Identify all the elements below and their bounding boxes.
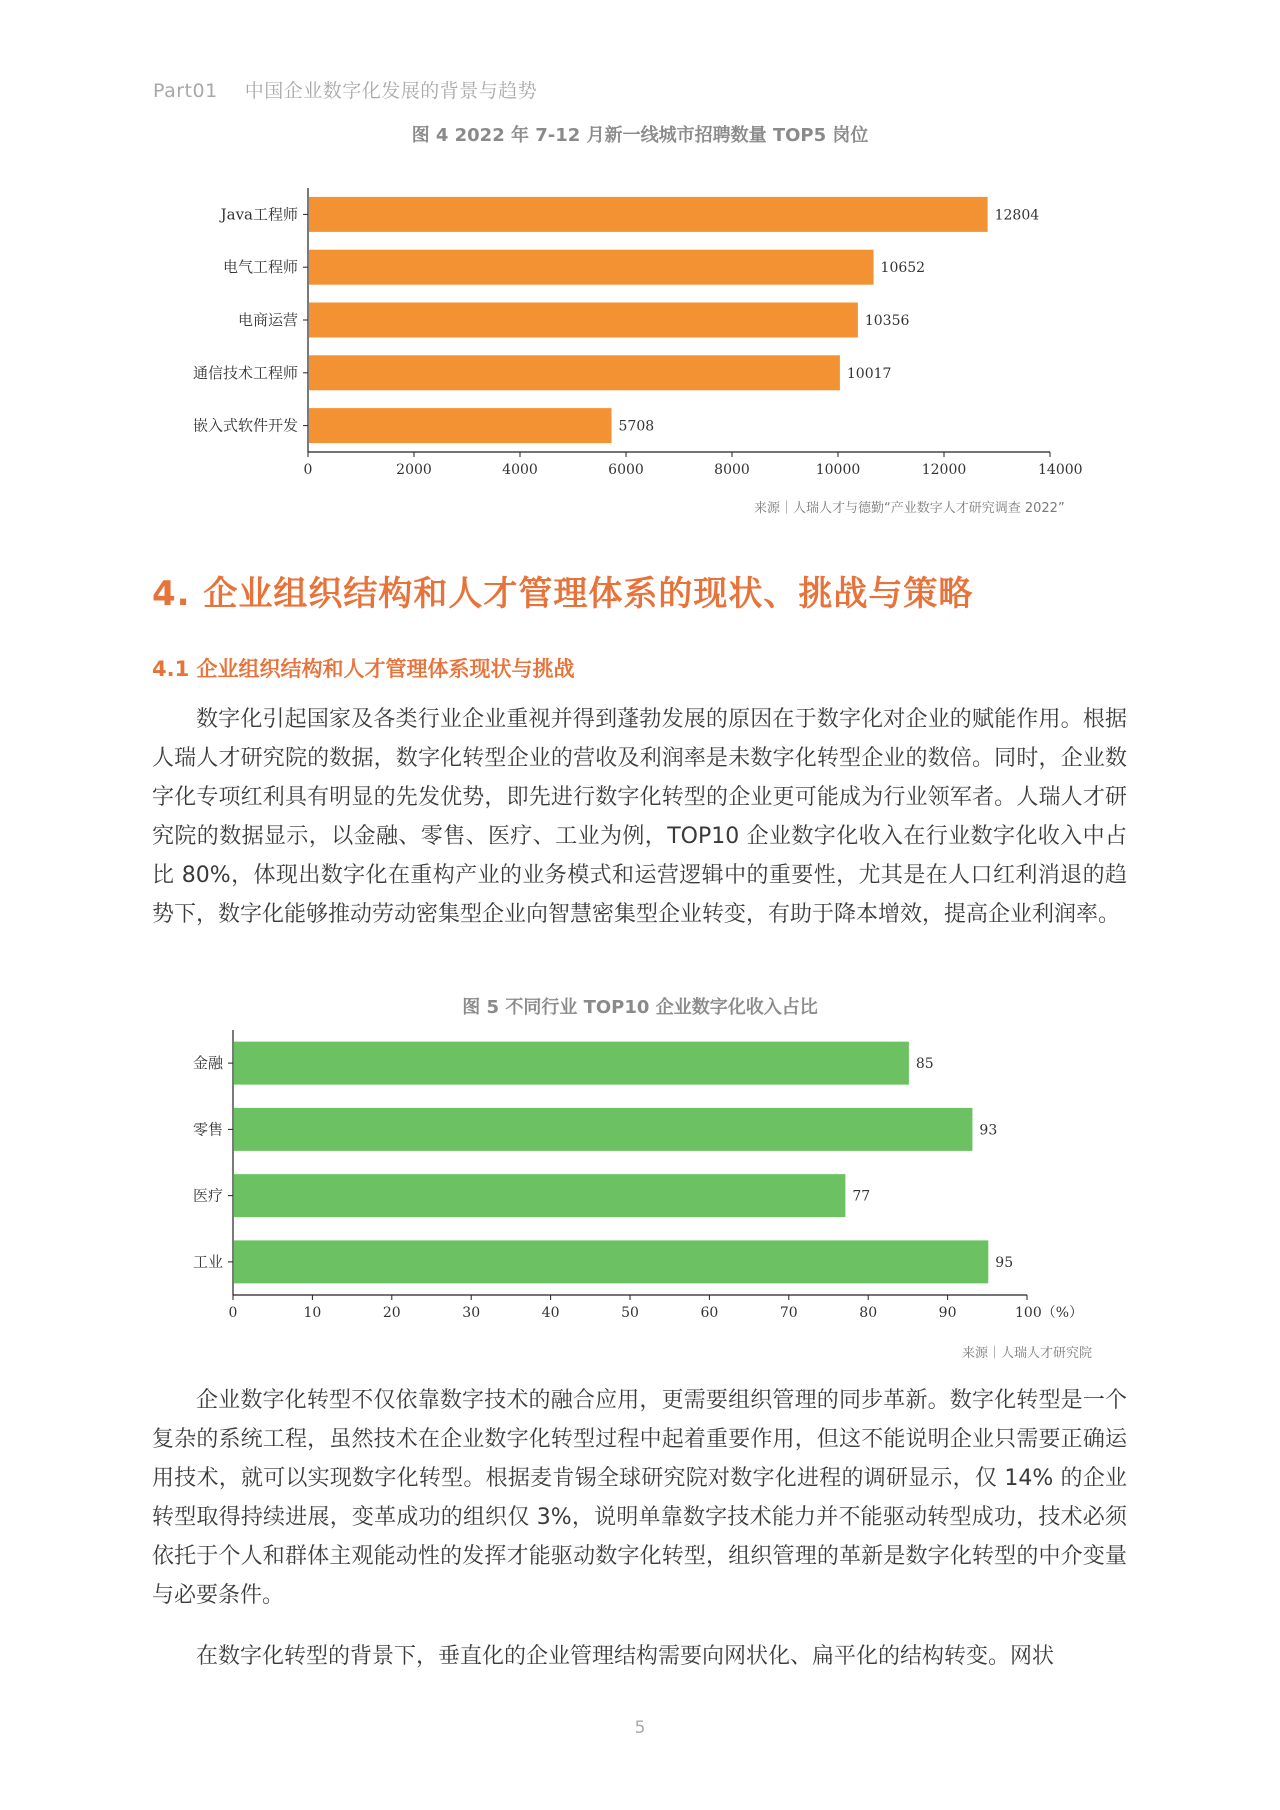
category-label: 医疗 <box>192 1186 223 1205</box>
category-label: 零售 <box>192 1120 223 1139</box>
x-tick-label: 80 <box>859 1305 878 1321</box>
x-tick-label: 4000 <box>502 462 538 478</box>
header-part: Part01 <box>153 80 218 102</box>
running-header <box>153 76 537 103</box>
bar <box>309 408 612 443</box>
body-paragraph-3: 在数字化转型的背景下，垂直化的企业管理结构需要向网状化、扁平化的结构转变。网状 <box>196 1644 1055 1669</box>
category-label: 电气工程师 <box>222 258 298 277</box>
x-tick-label: 10000 <box>815 462 861 478</box>
bar <box>234 1174 845 1217</box>
category-label: 通信技术工程师 <box>192 363 298 382</box>
figure4-source: 来源｜人瑞人才与德勤“产业数字人才研究调查 2022” <box>754 501 1065 516</box>
category-label: 工业 <box>192 1252 223 1271</box>
figure5-source: 来源｜人瑞人才研究院 <box>962 1346 1093 1361</box>
value-label: 5708 <box>618 418 655 435</box>
category-label: 嵌入式软件开发 <box>192 416 298 435</box>
header-section: 中国企业数字化发展的背景与趋势 <box>244 80 538 102</box>
value-label: 12804 <box>994 207 1040 224</box>
category-label: Java工程师 <box>220 205 298 224</box>
value-label: 85 <box>915 1056 934 1073</box>
figure5-bar-chart <box>0 1020 1280 1340</box>
bar <box>309 197 988 232</box>
value-label: 10356 <box>864 313 910 329</box>
x-tick-label: 40 <box>541 1305 560 1321</box>
x-tick-label: 2000 <box>396 462 432 478</box>
x-tick-label: 70 <box>779 1305 798 1321</box>
value-label: 95 <box>995 1254 1014 1271</box>
value-label: 77 <box>852 1188 871 1205</box>
value-label: 93 <box>979 1122 998 1139</box>
bar <box>234 1240 988 1283</box>
bar <box>309 355 840 390</box>
x-tick-label: 6000 <box>608 462 644 478</box>
figure5-title: 图 5 不同行业 TOP10 企业数字化收入占比 <box>462 997 818 1018</box>
x-tick-label: 0 <box>303 462 313 478</box>
subsection-heading: 4.1 企业组织结构和人才管理体系现状与挑战 <box>152 657 575 681</box>
x-tick-label: 8000 <box>714 462 750 478</box>
x-tick-label: 14000 <box>1038 462 1083 478</box>
body-paragraph-2: 企业数字化转型不仅依靠数字技术的融合应用，更需要组织管理的同步革新。数字化转型是一个复杂的系统工程，虽然技术在企业数字化转型过程中起着重要作用，但这不能说明企业只需要正确运用技术，就可以实现数字化转型。根据麦肯锡全球研究院对数字化进程的调研显示，仅 14% 的企业转型取得持续进展，变革成功的组织仅 3%，说明单靠数字技术能力并不能驱动转型成功，技术必须依托于个人和群体主观能动性的发挥才能驱动数字化转型，组织管理的革新是数字化转型的中介变量与必要条件。 <box>152 1388 1127 1608</box>
x-tick-label: 30 <box>462 1305 481 1321</box>
figure4-title: 图 4 2022 年 7-12 月新一线城市招聘数量 TOP5 岗位 <box>411 125 869 146</box>
category-label: 电商运营 <box>237 311 298 329</box>
bar <box>309 303 858 338</box>
x-tick-label: 10 <box>303 1305 322 1321</box>
x-tick-label: 90 <box>938 1305 957 1321</box>
x-tick-label: 20 <box>382 1305 401 1321</box>
value-label: 10652 <box>880 260 926 277</box>
x-tick-label: 0 <box>228 1305 238 1321</box>
section-heading: 4. 企业组织结构和人才管理体系的现状、挑战与策略 <box>152 574 974 614</box>
x-tick-label: 50 <box>621 1305 639 1321</box>
category-label: 金融 <box>192 1054 223 1073</box>
x-tick-label: 12000 <box>921 462 967 478</box>
bar <box>234 1042 909 1085</box>
x-tick-label: 100（%） <box>1015 1305 1084 1321</box>
value-label: 10017 <box>846 365 892 382</box>
body-paragraph-1: 数字化引起国家及各类行业企业重视并得到蓬勃发展的原因在于数字化对企业的赋能作用。根据人瑞人才研究院的数据，数字化转型企业的营收及利润率是未数字化转型企业的数倍。同时，企业数字化专项红利具有明显的先发优势，即先进行数字化转型的企业更可能成为行业领军者。人瑞人才研究院的数据显示，以金融、零售、医疗、工业为例，TOP10 企业数字化收入在行业数字化收入中占比 80%，体现出数字化在重构产业的业务模式和运营逻辑中的重要性，尤其是在人口红利消退的趋势下，数字化能够推动劳动密集型企业向智慧密集型企业转变，有助于降本增效，提高企业利润率。 <box>152 707 1127 927</box>
x-tick-label: 60 <box>700 1305 719 1321</box>
page-number: 5 <box>634 1718 646 1738</box>
figure4-bar-chart <box>0 180 1280 485</box>
bar <box>234 1108 972 1151</box>
bar <box>309 250 874 285</box>
